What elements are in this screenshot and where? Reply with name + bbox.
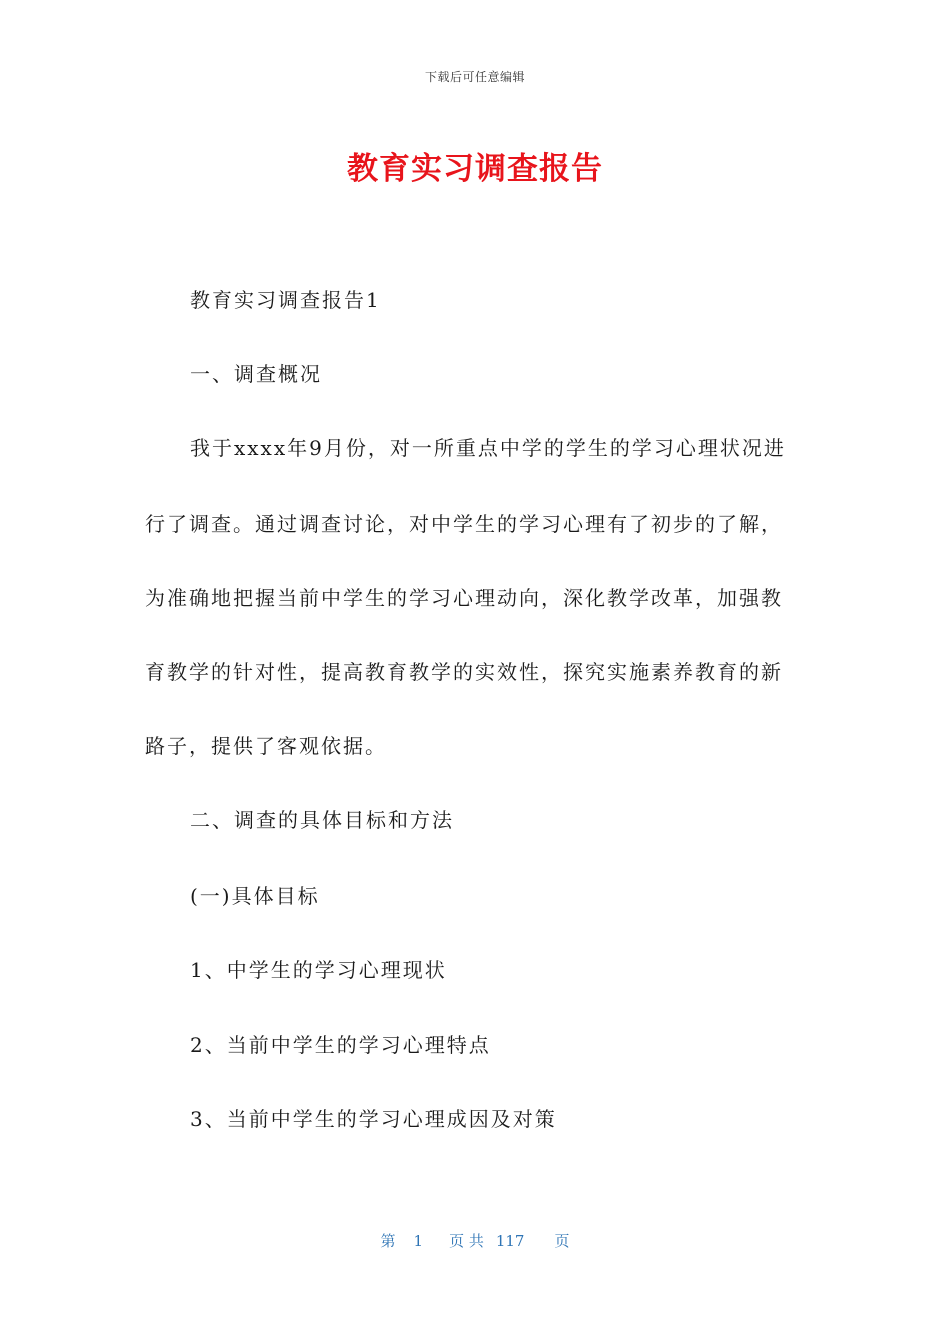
section-heading-goals-methods: 二、调查的具体目标和方法	[190, 808, 454, 832]
paragraph-line: 行了调查。通过调查讨论，对中学生的学习心理有了初步的了解，	[145, 512, 783, 536]
page-footer	[0, 1230, 950, 1251]
footer-page-prefix: 第	[380, 1232, 396, 1250]
section-heading-overview: 一、调查概况	[190, 362, 322, 386]
footer-page-suffix: 页	[554, 1232, 570, 1250]
footer-page-number: 1	[413, 1232, 424, 1250]
document-title: 教育实习调查报告	[347, 151, 603, 187]
footer-total-pages: 117	[495, 1232, 525, 1250]
list-item: 3、当前中学生的学习心理成因及对策	[190, 1107, 557, 1131]
footer-page-mid: 页 共	[449, 1232, 484, 1250]
paragraph-line: 为准确地把握当前中学生的学习心理动向，深化教学改革，加强教	[145, 586, 783, 610]
paragraph-line: 育教学的针对性，提高教育教学的实效性，探究实施素养教育的新	[145, 660, 783, 684]
list-item: 1、中学生的学习心理现状	[190, 958, 447, 982]
list-item: 2、当前中学生的学习心理特点	[190, 1033, 491, 1057]
paragraph-line: 我于xxxx年9月份，对一所重点中学的学生的学习心理状况进	[190, 436, 786, 460]
paragraph-line: 路子，提供了客观依据。	[145, 734, 387, 758]
section-heading-report-1: 教育实习调查报告1	[190, 288, 381, 312]
subsection-heading-goals: (一)具体目标	[190, 884, 320, 908]
header-note: 下载后可任意编辑	[424, 70, 525, 84]
